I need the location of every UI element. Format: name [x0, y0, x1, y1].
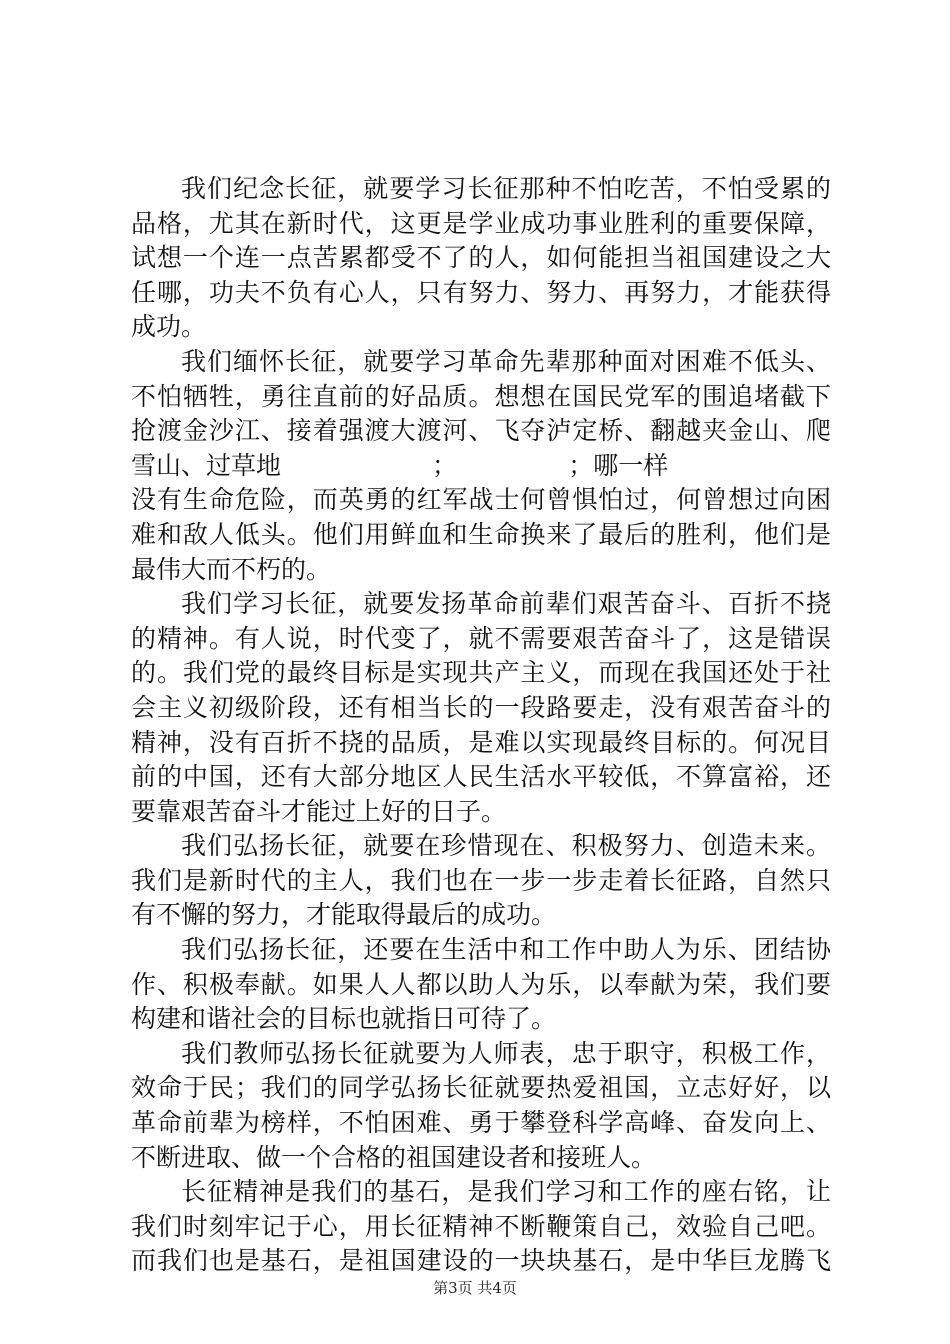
page-footer: 第3页 共4页: [433, 1279, 517, 1297]
text-line: 作、积极奉献。如果人人都以助人为乐，以奉献为荣，我们要: [131, 969, 831, 999]
paragraph-6: [131, 1037, 831, 1175]
text-line: 构建和谐社会的目标也就指日可待了。: [131, 1004, 557, 1034]
text-line: 成功。: [131, 312, 207, 342]
text-line: 我们学习长征，就要发扬革命前辈们艰苦奋斗、百折不挠: [181, 589, 831, 619]
paragraph-2: [131, 345, 831, 587]
paragraph-4: [131, 829, 831, 933]
text-line: 我们纪念长征，就要学习长征那种不怕吃苦，不怕受累的: [181, 174, 831, 203]
paragraph-7: [131, 1175, 831, 1279]
text-line: 而我们也是基石，是祖国建设的一块块基石，是中华巨龙腾飞: [131, 1246, 831, 1276]
text-line: 我们弘扬长征，就要在珍惜现在、积极努力、创造未来。: [181, 831, 831, 861]
text-line: 抢渡金沙江、接着强渡大渡河、飞夺泸定桥、翻越夹金山、爬: [131, 416, 831, 446]
text-line: 最伟大而不朽的。: [131, 554, 332, 584]
body-text: [131, 172, 831, 1279]
text-line: 我们是新时代的主人，我们也在一步一步走着长征路，自然只: [131, 865, 831, 895]
text-line: 试想一个连一点苦累都受不了的人，如何能担当祖国建设之大: [131, 243, 831, 273]
paragraph-1: [131, 172, 831, 345]
text-line: 的。我们党的最终目标是实现共产主义，而现在我国还处于社: [131, 658, 831, 688]
paragraph-3: [131, 587, 831, 829]
text-line: 长征精神是我们的基石，是我们学习和工作的座右铭，让: [181, 1177, 831, 1207]
text-line: 的精神。有人说，时代变了，就不需要艰苦奋斗了，这是错误: [131, 623, 831, 653]
text-line: 有不懈的努力，才能取得最后的成功。: [131, 900, 557, 930]
text-line: 我们弘扬长征，还要在生活中和工作中助人为乐、团结协: [181, 935, 831, 965]
text-line: 效命于民；我们的同学弘扬长征就要热爱祖国，立志好好，以: [131, 1073, 831, 1103]
text-line: 要靠艰苦奋斗才能过上好的日子。: [131, 796, 507, 826]
text-line: 前的中国，还有大部分地区人民生活水平较低，不算富裕，还: [131, 762, 831, 792]
text-line: 会主义初级阶段，还有相当长的一段路要走，没有艰苦奋斗的: [131, 692, 831, 722]
text-line: 我们缅怀长征，就要学习革命先辈那种面对困难不低头、: [181, 346, 831, 376]
text-line: 雪山、过草地 ； ；哪一样: [131, 450, 669, 480]
text-line: 不断进取、做一个合格的祖国建设者和接班人。: [131, 1142, 657, 1172]
text-line: 精神，没有百折不挠的品质，是难以实现最终目标的。何况目: [131, 727, 831, 757]
text-line: 不怕牺牲，勇往直前的好品质。想想在国民党军的围追堵截下: [131, 381, 831, 411]
text-line: 革命前辈为榜样，不怕困难、勇于攀登科学高峰、奋发向上、: [131, 1108, 831, 1138]
text-line: 任哪，功夫不负有心人，只有努力、努力、再努力，才能获得: [131, 277, 831, 307]
text-line: 难和敌人低头。他们用鲜血和生命换来了最后的胜利，他们是: [131, 519, 831, 549]
paragraph-5: [131, 933, 831, 1037]
text-line: 没有生命危险，而英勇的红军战士何曾惧怕过，何曾想过向困: [131, 485, 831, 515]
text-line: 品格，尤其在新时代，这更是学业成功事业胜利的重要保障，: [131, 208, 831, 238]
text-line: 我们时刻牢记于心，用长征精神不断鞭策自己，效验自己吧。: [131, 1211, 831, 1241]
text-line: 我们教师弘扬长征就要为人师表，忠于职守，积极工作，: [181, 1038, 831, 1068]
